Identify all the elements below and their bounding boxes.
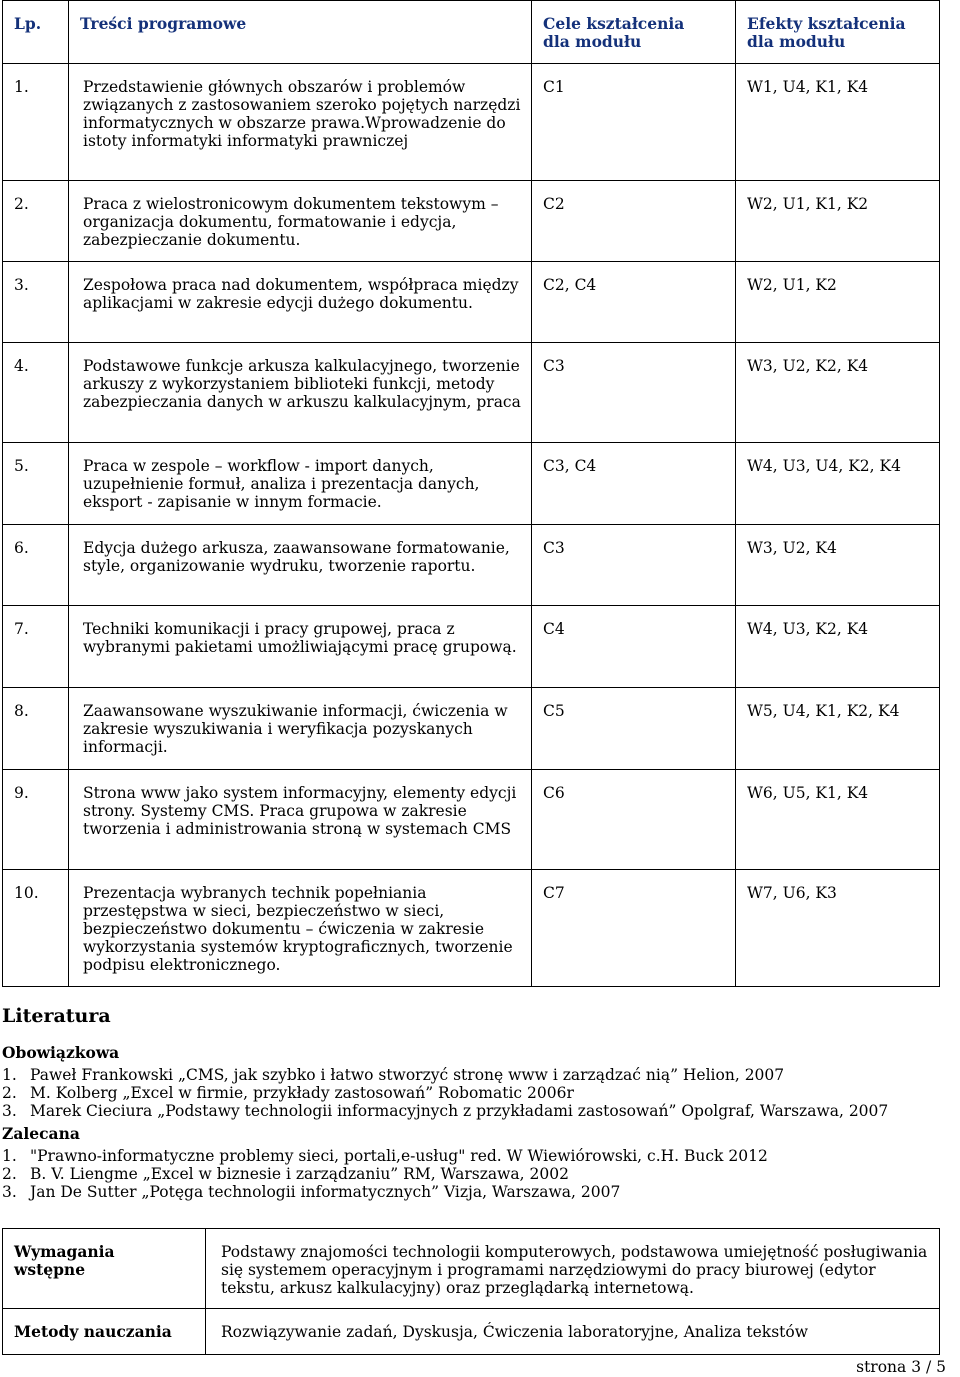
table-row (3, 870, 940, 987)
literature-section (2, 1004, 952, 1201)
table-row (3, 343, 940, 443)
row-content-cell (69, 64, 532, 181)
literature-item-text: M. Kolberg „Excel w firmie, przykłady zastosowań” Robomatic 2006r (30, 1084, 574, 1102)
row-cele-cell (532, 262, 736, 343)
row-cele: C2 (543, 195, 565, 213)
row-number: 5. (14, 457, 29, 475)
row-efekty-cell (736, 770, 940, 870)
row-cele: C3 (543, 539, 565, 557)
row-efekty: W2, U1, K1, K2 (747, 195, 869, 213)
row-efekty-cell (736, 262, 940, 343)
literature-item-text: Jan De Sutter „Potęga technologii informatycznych” Vizja, Warszawa, 2007 (30, 1183, 621, 1201)
wymagania-row (3, 1229, 940, 1309)
literature-item (2, 1066, 952, 1084)
row-efekty: W5, U4, K1, K2, K4 (747, 702, 900, 720)
literature-item (2, 1102, 952, 1120)
program-table-body (3, 64, 940, 987)
row-efekty: W1, U4, K1, K4 (747, 78, 869, 96)
row-number-cell (3, 64, 69, 181)
row-number: 9. (14, 784, 29, 802)
row-number-cell (3, 181, 69, 262)
row-content-cell (69, 525, 532, 606)
row-content-cell (69, 606, 532, 688)
obowiazkowa-list (2, 1066, 952, 1120)
row-efekty-cell (736, 443, 940, 525)
row-efekty: W4, U3, K2, K4 (747, 620, 869, 638)
row-number-cell (3, 870, 69, 987)
row-content: Przedstawienie głównych obszarów i problemów związanych z zastosowaniem szeroko pojętych narzędzi informatycznych w obszarze prawa.Wprowadzenie do istoty informatyki informatyki prawniczej (83, 78, 521, 150)
row-content: Techniki komunikacji i pracy grupowej, praca z wybranymi pakietami umożliwiającymi pracę grupową. (83, 620, 517, 656)
table-header-row (3, 1, 940, 64)
page-number: strona 3 / 5 (856, 1358, 946, 1376)
header-tresci: Treści programowe (69, 1, 532, 64)
row-content-cell (69, 343, 532, 443)
row-efekty-cell (736, 343, 940, 443)
table-row (3, 688, 940, 770)
row-content-cell (69, 688, 532, 770)
literature-item-number: 2. (2, 1165, 17, 1183)
wymagania-value: Podstawy znajomości technologii komputerowych, podstawowa umiejętność posługiwania się systemem operacyjnym i programami narzędziowymi do pracy biurowej (edytor tekstu, arkusz kalkulacyjny) oraz przeglądarką internetową. (206, 1229, 940, 1309)
row-efekty-cell (736, 525, 940, 606)
row-cele: C4 (543, 620, 565, 638)
header-cele: Cele kształcenia dla modułu (532, 1, 736, 64)
row-number-cell (3, 606, 69, 688)
row-efekty: W2, U1, K2 (747, 276, 837, 294)
row-cele: C7 (543, 884, 565, 902)
metody-value: Rozwiązywanie zadań, Dyskusja, Ćwiczenia laboratoryjne, Analiza tekstów (206, 1309, 940, 1355)
row-number: 7. (14, 620, 29, 638)
zalecana-label: Zalecana (2, 1124, 80, 1143)
row-number: 6. (14, 539, 29, 557)
literature-item-number: 1. (2, 1147, 17, 1165)
row-cele: C3, C4 (543, 457, 597, 475)
metody-row (3, 1309, 940, 1355)
row-cele: C1 (543, 78, 565, 96)
table-row (3, 181, 940, 262)
literature-item (2, 1084, 952, 1102)
row-content: Praca z wielostronicowym dokumentem tekstowym – organizacja dokumentu, formatowanie i edycja, zabezpieczanie dokumentu. (83, 195, 499, 249)
row-number-cell (3, 525, 69, 606)
row-efekty: W3, U2, K2, K4 (747, 357, 869, 375)
literature-item-number: 1. (2, 1066, 17, 1084)
table-row (3, 64, 940, 181)
table-row (3, 262, 940, 343)
table-row (3, 770, 940, 870)
row-number-cell (3, 443, 69, 525)
row-number: 4. (14, 357, 29, 375)
row-content: Strona www jako system informacyjny, elementy edycji strony. Systemy CMS. Praca grupowa w zakresie tworzenia i administrowania stroną w systemach CMS (83, 784, 517, 838)
row-cele-cell (532, 688, 736, 770)
literature-item-text: "Prawno-informatyczne problemy sieci, portali,e-usług" red. W Wiewiórowski, c.H. Buck 2012 (30, 1147, 768, 1165)
row-cele-cell (532, 181, 736, 262)
row-content-cell (69, 770, 532, 870)
row-content: Zaawansowane wyszukiwanie informacji, ćwiczenia w zakresie wyszukiwania i weryfikacja pozyskanych informacji. (83, 702, 508, 756)
header-efekty: Efekty kształcenia dla modułu (736, 1, 940, 64)
row-content: Edycja dużego arkusza, zaawansowane formatowanie, style, organizowanie wydruku, tworzenie raportu. (83, 539, 510, 575)
zalecana-list (2, 1147, 952, 1201)
row-content-cell (69, 443, 532, 525)
row-number-cell (3, 688, 69, 770)
program-content-table (2, 0, 940, 987)
literature-title: Literatura (2, 1005, 111, 1027)
row-efekty-cell (736, 181, 940, 262)
row-content: Podstawowe funkcje arkusza kalkulacyjnego, tworzenie arkuszy z wykorzystaniem biblioteki funkcji, metody zabezpieczania danych w arkuszu kalkulacyjnym, praca (83, 357, 521, 411)
row-cele: C5 (543, 702, 565, 720)
row-efekty: W7, U6, K3 (747, 884, 837, 902)
row-cele-cell (532, 525, 736, 606)
literature-item-text: Paweł Frankowski „CMS, jak szybko i łatwo stworzyć stronę www i zarządzać nią” Helion, 2007 (30, 1066, 785, 1084)
literature-item (2, 1165, 952, 1183)
table-row (3, 525, 940, 606)
row-content-cell (69, 870, 532, 987)
row-number: 8. (14, 702, 29, 720)
row-cele: C2, C4 (543, 276, 597, 294)
header-lp: Lp. (3, 1, 69, 64)
row-content: Praca w zespole – workflow - import danych, uzupełnienie formuł, analiza i prezentacja danych, eksport - zapisanie w innym formacie. (83, 457, 480, 511)
literature-item-text: Marek Cieciura „Podstawy technologii informacyjnych z przykładami zastosowań” Opolgraf, Warszawa, 2007 (30, 1102, 889, 1120)
row-cele-cell (532, 870, 736, 987)
row-efekty-cell (736, 870, 940, 987)
row-efekty-cell (736, 64, 940, 181)
literature-item-number: 3. (2, 1183, 17, 1201)
literature-item-number: 3. (2, 1102, 17, 1120)
row-cele-cell (532, 64, 736, 181)
row-cele: C6 (543, 784, 565, 802)
row-cele-cell (532, 770, 736, 870)
requirements-table (2, 1228, 940, 1355)
row-content-cell (69, 181, 532, 262)
row-cele-cell (532, 443, 736, 525)
table-row (3, 606, 940, 688)
row-cele-cell (532, 606, 736, 688)
row-cele: C3 (543, 357, 565, 375)
row-number-cell (3, 770, 69, 870)
literature-item-number: 2. (2, 1084, 17, 1102)
row-efekty: W4, U3, U4, K2, K4 (747, 457, 901, 475)
row-efekty-cell (736, 688, 940, 770)
literature-item-text: B. V. Liengme „Excel w biznesie i zarządzaniu” RM, Warszawa, 2002 (30, 1165, 569, 1183)
wymagania-label: Wymagania wstępne (3, 1229, 206, 1309)
literature-item (2, 1183, 952, 1201)
row-content-cell (69, 262, 532, 343)
row-number: 3. (14, 276, 29, 294)
row-number-cell (3, 262, 69, 343)
metody-label: Metody nauczania (3, 1309, 206, 1355)
row-number: 2. (14, 195, 29, 213)
row-content: Zespołowa praca nad dokumentem, współpraca między aplikacjami w zakresie edycji dużego dokumentu. (83, 276, 519, 312)
table-row (3, 443, 940, 525)
literature-item (2, 1147, 952, 1165)
row-number: 10. (14, 884, 39, 902)
row-efekty: W6, U5, K1, K4 (747, 784, 869, 802)
row-number-cell (3, 343, 69, 443)
row-efekty: W3, U2, K4 (747, 539, 837, 557)
row-content: Prezentacja wybranych technik popełniania przestępstwa w sieci, bezpieczeństwo w sieci, bezpieczeństwo dokumentu – ćwiczenia w zakresie wykorzystania systemów kryptograficznych, tworzenie podpisu elektronicznego. (83, 884, 513, 974)
obowiazkowa-label: Obowiązkowa (2, 1043, 120, 1062)
row-cele-cell (532, 343, 736, 443)
row-efekty-cell (736, 606, 940, 688)
row-number: 1. (14, 78, 29, 96)
